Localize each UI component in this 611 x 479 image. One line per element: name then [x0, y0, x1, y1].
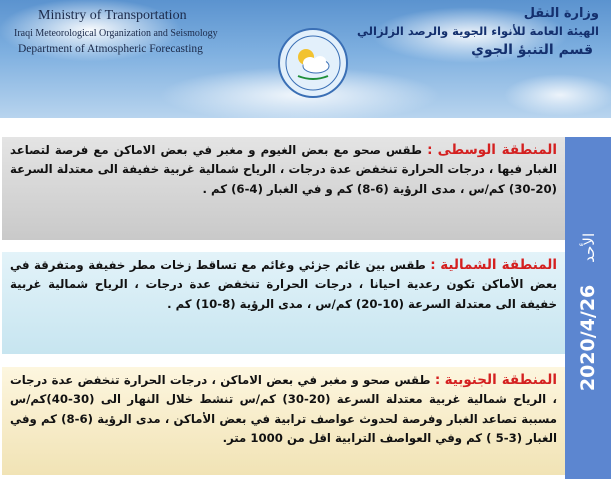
forecast-day: الأحد	[580, 232, 598, 263]
southern-region-forecast	[2, 367, 565, 479]
department-name-en: Department of Atmospheric Forecasting	[18, 43, 203, 55]
ministry-name-en: Ministry of Transportation	[38, 8, 187, 23]
header-banner	[0, 0, 611, 118]
department-name-ar: قسم التنبؤ الجوي	[471, 42, 593, 58]
region-text: طقس صحو و مغبر في بعض الاماكن ، درجات الحرارة تنخفض عدة درجات ، الرياح شمالية غربية معتدلة السرعة (20-30) كم/س تنشط خلال النهار الى (30-40)كم/س مسببة تصاعد الغبار وفرصة لحدوث عواصف ترابية في بعض الأماكن ، مدى الرؤية (6-8) كم وفي الغبار (3-5 ) كم وفي العواصف الترابية اقل من 1000 متر.	[10, 373, 557, 445]
central-region-forecast	[2, 137, 565, 244]
organization-name-ar: الهيئة العامة للأنواء الجوية والرصد الزلزالي	[357, 24, 599, 38]
region-name: المنطقة الشمالية	[440, 257, 557, 273]
region-separator: :	[434, 372, 441, 388]
ministry-name-ar: وزارة النقل	[523, 6, 599, 21]
northern-region-forecast	[2, 252, 565, 358]
organization-name-en: Iraqi Meteorological Organization and Seismology	[14, 28, 218, 39]
cloud-sun-emblem-icon	[278, 28, 348, 98]
date-label	[577, 233, 599, 391]
region-separator: :	[427, 142, 433, 158]
date-band	[565, 137, 611, 479]
region-name: المنطقة الوسطى	[437, 142, 557, 158]
region-separator: :	[430, 257, 436, 273]
region-text: طقس بين غائم جزئي وغائم مع تساقط زخات مطر خفيفة ومتفرقة في بعض الأماكن تكون رعدية احيانا ، درجات الحرارة تنخفض عدة درجات ، الرياح شمالية غربية خفيفة الى معتدلة السرعة (10-20) كم/س ، مدى الرؤية (8-10) كم .	[10, 258, 557, 311]
region-name: المنطقة الجنوبية	[444, 372, 558, 388]
forecast-date: 2020/4/26	[577, 284, 599, 392]
english-header	[14, 8, 218, 55]
arabic-header	[357, 6, 599, 58]
region-text: طقس صحو مع بعض الغيوم و مغبر في بعض الاماكن مع فرصة لتصاعد الغبار فيها ، درجات الحرارة تنخفض عدة درجات ، الرياح شمالية غربية خفيفة الى معتدلة السرعة (20-30) كم/س ، مدى الرؤية (6-8) كم و في الغبار (4-6) كم .	[10, 143, 557, 196]
